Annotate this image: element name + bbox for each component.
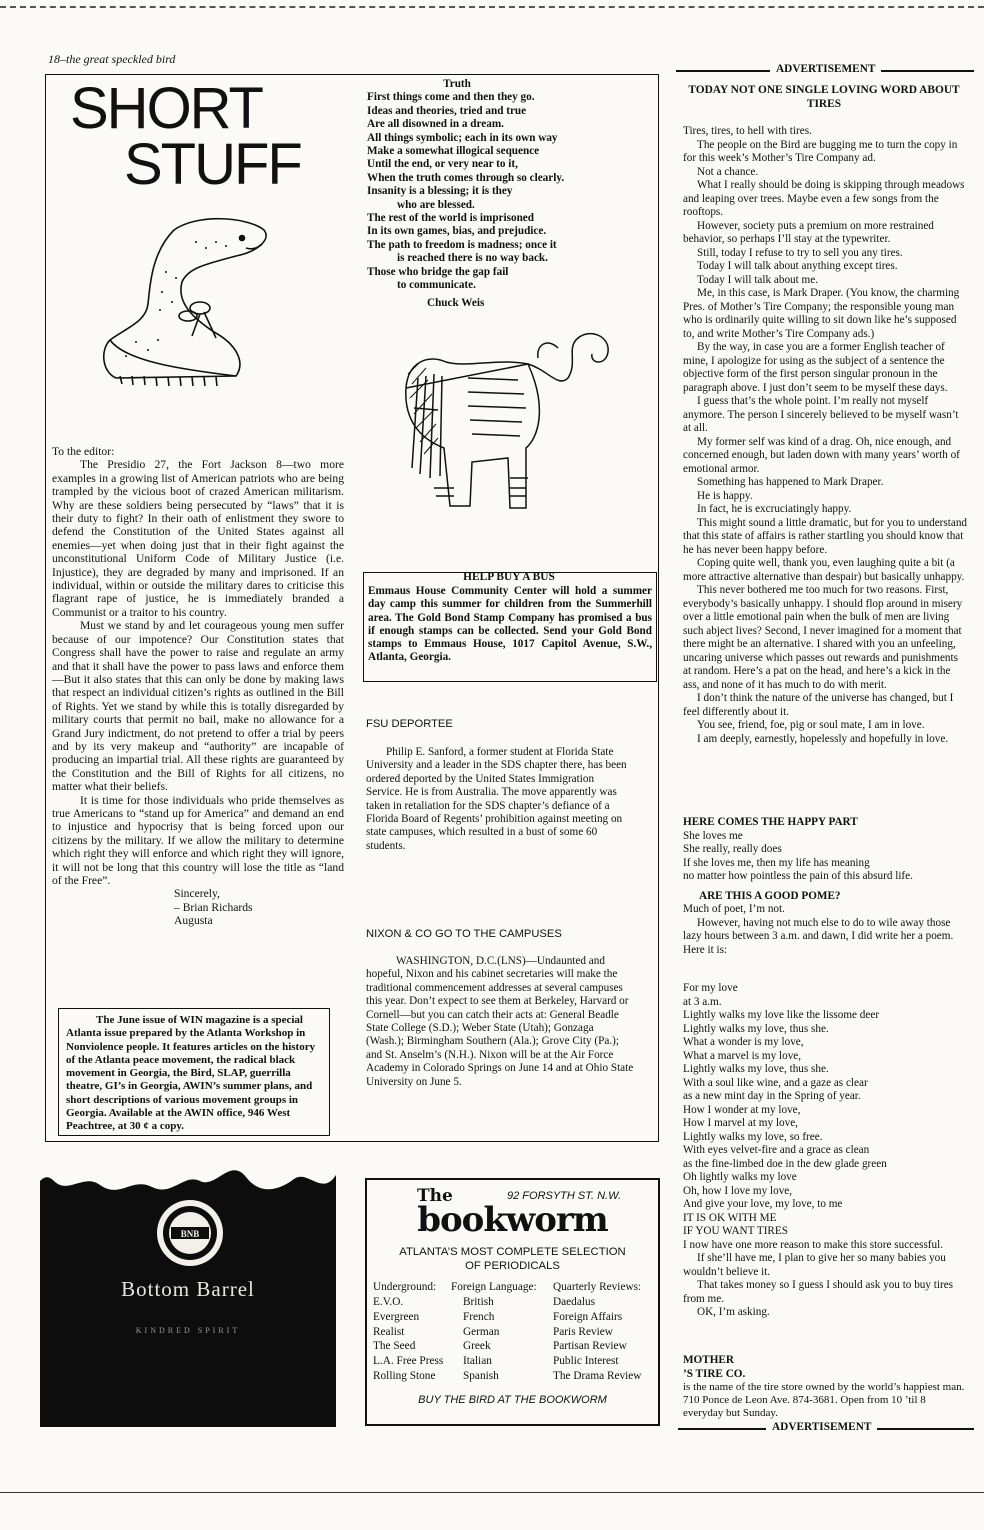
ad-sign-tire-co: ’S TIRE CO.: [683, 1367, 746, 1380]
love-poem-line: With a soul like wine, and a gaze as clear: [683, 1076, 868, 1089]
love-poem-line: as a new mint day in the Spring of year.: [683, 1090, 861, 1102]
happy-part-line: If she loves me, then my life has meaning: [683, 856, 870, 869]
poem-question: ARE THIS A GOOD POME?: [699, 889, 841, 902]
ad-body-1: [683, 125, 967, 746]
ad-paragraph: Me, in this case, is Mark Draper. (You know, the charming Pres. of Mother’s Tire Company; the responsible young man who is ordinarily quite willing to sit down like he’s supposed to, and write Mother’s Tire Company ads.): [683, 287, 960, 340]
ad-paragraph: This might sound a little dramatic, but for you to understand that this state of affairs is rather startling you should know that he has never been happy before.: [683, 516, 968, 556]
bookworm-footer: BUY THE BIRD AT THE BOOKWORM: [418, 1394, 607, 1406]
ad-paragraph: What I really should be doing is skipping through meadows and leaping over trees. Maybe even a few songs from the rooftops.: [683, 179, 965, 218]
bookworm-ad: [365, 1178, 660, 1426]
love-poem-line: Lightly walks my love like the lissome deer: [683, 1009, 880, 1021]
poem-author: Chuck Weis: [427, 296, 485, 309]
letter-to-editor: [52, 445, 344, 928]
poem-line: is reached there is no way back.: [397, 252, 548, 265]
list-item: E.V.O.: [373, 1296, 404, 1308]
ad-signature: [683, 1354, 967, 1381]
list-item: Foreign Affairs: [553, 1310, 623, 1323]
bottom-barrel-ad: [40, 1151, 336, 1427]
ad-paragraph: However, society puts a premium on more restrained behavior, so perhaps I’ll stay at the typewriter.: [683, 219, 934, 245]
ad-label-bottom: ADVERTISEMENT: [766, 1421, 877, 1433]
bookworm-the: The: [417, 1186, 453, 1206]
bottom-rule: [0, 1492, 984, 1493]
poem-line: In its own games, bias, and prejudice.: [367, 225, 547, 238]
bookworm-foreign-list: [463, 1295, 499, 1384]
ad-paragraph: I guess that’s the whole point. I’m really not myself anymore. The person I sincerely believed to be myself wasn’t at all.: [683, 395, 959, 434]
letter-city: Augusta: [174, 914, 213, 928]
bookworm-col-header: Foreign Language:: [451, 1281, 537, 1293]
ad-headline: TODAY NOT ONE SINGLE LOVING WORD ABOUT TIRES: [688, 84, 960, 110]
love-poem-line: With eyes velvet-fire and a grace as clean: [683, 1144, 870, 1156]
ad-paragraph: I now have one more reason to make this store successful.: [683, 1238, 944, 1251]
list-item: Partisan Review: [553, 1340, 627, 1353]
ad-paragraph: The people on the Bird are bugging me to turn the copy in for this week’s Mother’s Tire Company ad.: [683, 138, 958, 164]
bookworm-tagline1: ATLANTA’S MOST COMPLETE SELECTION: [399, 1246, 626, 1258]
happy-part-line: no matter how pointless the pain of this absurd life.: [683, 870, 913, 882]
poem-line: to communicate.: [397, 279, 476, 292]
poem-line: Those who bridge the gap fail: [367, 265, 509, 278]
poem-line: All things symbolic; each in its own way: [367, 131, 558, 144]
letter-closing: Sincerely,: [174, 887, 220, 901]
emblem-text: BNB: [180, 1229, 200, 1239]
bookworm-logo: bookworm: [417, 1200, 608, 1240]
bottom-barrel-title: Bottom Barrel: [121, 1277, 255, 1301]
ad-footer: is the name of the tire store owned by the world’s happiest man. 710 Ponce de Leon Ave. 874-3681. Open from 10 ’til 8 everyday but Sunday.: [683, 1381, 965, 1420]
list-item: L.A. Free Press: [373, 1355, 444, 1368]
list-item: Evergreen: [373, 1310, 420, 1323]
fsu-body: Philip E. Sanford, a former student at Florida State University and a leader in the SDS chapter there, has been ordered deported by the United States Immigration Service. He is from Australia. The move apparently was taken in retaliation for the SDS chapter’s defiance of a Florida Board of Regents’ prohibition against meeting on state campuses, which resulted in a bust of some 60 students.: [366, 746, 627, 852]
page-folio: 18–the great speckled bird: [48, 52, 176, 66]
ad-paragraph: I am deeply, earnestly, hopelessly and hopefully in love.: [697, 732, 949, 745]
ad-paragraph: My former self was kind of a drag. Oh, nice enough, and concerned enough, but laden down with many years’ worth of emotional armor.: [683, 435, 960, 475]
bookworm-underground-list: [373, 1295, 443, 1384]
list-item: Spanish: [463, 1369, 499, 1382]
ad-paragraph: Much of poet, I’m not.: [683, 903, 785, 915]
list-item: Public Interest: [553, 1355, 619, 1368]
list-item: Daedalus: [553, 1296, 596, 1308]
ad-paragraph: That takes money so I guess I should ask you to buy tires from me.: [683, 1279, 954, 1305]
short-stuff-title-line2: STUFF: [124, 132, 301, 197]
ad-paragraph: Here it is:: [683, 943, 728, 956]
love-poem-line: For my love: [683, 982, 738, 994]
letter-salutation: To the editor:: [52, 445, 115, 458]
barrel-emblem-icon: [154, 1197, 226, 1269]
ad-paragraph: If she’ll have me, I plan to give her so many babies you wouldn’t believe it.: [683, 1252, 946, 1278]
love-poem-line: And give your love, my love, to me: [683, 1198, 843, 1210]
letter-paragraph: It is time for those individuals who pride themselves as true Americans to “stand up for America” and demand an end to injustice and hypocrisy that is being forced upon our citizens by the military. If we allow the military to determine which right they will enforce and which right they will ignore, it will not be long that this country will lose the title as “land of the Free”.: [52, 793, 344, 887]
letter-signer: – Brian Richards: [174, 900, 253, 914]
ad-paragraph: Today I will talk about me.: [697, 273, 819, 286]
letter-paragraph: Must we stand by and let courageous young men suffer because of our impotence? Our Constitution states that Congress shall have the power to raise and regulate an army and that it shall have the power to pass laws and enforce them—But it also states that this can only be done by making laws that respect an individual citizen’s rights as outlined in the Bill of Rights. Yet we stand by while this is totally disregarded by military courts that permit no bail, make no allowance for a Grand Jury indictment, do not pretend to offer a trial by peers and by its very makeup and “authority” are incapable of producing an impartial trial. All these rights are guaranteed by the Constitution and the Bill of Rights for all citizens, no matter what their beliefs.: [52, 619, 344, 794]
lion-creature-illustration: [398, 318, 620, 524]
list-item: The Seed: [373, 1340, 416, 1353]
love-poem-line: as the fine-limbed doe in the dew glade green: [683, 1157, 887, 1170]
ad-paragraph: Today I will talk about anything except tires.: [697, 260, 898, 272]
love-poem-line: Lightly walks my love, thus she.: [683, 1063, 829, 1075]
win-magazine-body: The June issue of WIN magazine is a special Atlanta issue prepared by the Atlanta Workshop in Nonviolence people. It features articles on the history of the Atlanta peace movement, the radical black movement in Georgia, the Bird, SLAP, guerrilla theatre, GI’s in Georgia, AWIN’s summer plans, and short descriptions of various movement groups in Georgia. Available at the AWIN office, 946 West Peachtree, at 30 ¢ a copy.: [66, 1014, 316, 1133]
love-poem-line: Lightly walks my love, so free.: [683, 1130, 823, 1143]
love-poem-line: What a wonder is my love,: [683, 1036, 804, 1048]
fsu-heading: FSU DEPORTEE: [366, 718, 453, 730]
love-poem-line: How I marvel at my love,: [683, 1117, 798, 1129]
bottom-barrel-subtitle: KINDRED SPIRIT: [135, 1326, 241, 1335]
love-poem-line: IF YOU WANT TIRES: [683, 1225, 788, 1237]
bookworm-col-header: Quarterly Reviews:: [553, 1281, 642, 1293]
love-poem-line: Oh lightly walks my love: [683, 1171, 797, 1183]
list-item: German: [463, 1325, 500, 1338]
top-rule: [0, 6, 984, 8]
help-bus-title: HELP BUY A BUS: [463, 571, 555, 583]
ad-paragraph: Coping quite well, thank you, even laughing quite a bit (a more attractive alternative than despair) but basically unhappy.: [683, 557, 965, 583]
love-poem-line: IT IS OK WITH ME: [683, 1211, 777, 1224]
letter-paragraph: The Presidio 27, the Fort Jackson 8—two more examples in a growing list of American patriots who are being trampled by the vicious boot of crazed American militarism. Why are these soldiers being persecuted by “laws” that it is their duty to fight? In their oath of enlistment they swore to defend the Constitution of the United States against all enemies—yet when doing just that in their fight against the unconstitutional Uniform Code of Military Justice (i.e. Injustice), they are degraded by many and imprisoned. If an individual, within or outside the military dares to criticise this flagrant rape of justice, he is immediately branded a Communist or a traitor to his country.: [52, 458, 344, 619]
love-poem-line: Oh, how I love my love,: [683, 1184, 793, 1197]
boot-creature-illustration: [96, 212, 286, 392]
love-poem-line: at 3 a.m.: [683, 995, 722, 1008]
happy-part-line: She really, really does: [683, 843, 782, 855]
ad-love-poem: [683, 982, 967, 1320]
poem-line: Are all disowned in a dream.: [367, 118, 504, 131]
ad-paragraph: You see, friend, foe, pig or soul mate, I am in love.: [697, 719, 925, 731]
poem-line: First things come and then they go.: [367, 91, 535, 104]
love-poem-line: Lightly walks my love, thus she.: [683, 1022, 829, 1035]
bookworm-quarterly-list: [553, 1295, 641, 1384]
ad-paragraph: Something has happened to Mark Draper.: [697, 476, 884, 488]
short-stuff-title-line1: SHORT: [70, 76, 262, 141]
love-poem-line: What a marvel is my love,: [683, 1049, 802, 1062]
help-bus-body: Emmaus House Community Center will hold a summer day camp this summer for children from the Summerhill area. The Gold Bond Stamp Company has promised a bus if enough stamps can be collected. Send your Gold Bond stamps to Emmaus House, 1017 Capitol Avenue, S.W., Atlanta, Georgia.: [368, 585, 652, 664]
list-item: French: [463, 1310, 495, 1323]
ad-paragraph: I don’t think the nature of the universe has changed, but I feel differently about it.: [683, 692, 954, 718]
bookworm-address: 92 FORSYTH ST. N.W.: [507, 1190, 622, 1202]
ad-paragraph: Tires, tires, to hell with tires.: [683, 125, 812, 137]
list-item: Greek: [463, 1340, 491, 1353]
ad-paragraph: However, having not much else to do to wile away those lazy hours between 3 a.m. and dawn, I did write her a poem.: [683, 916, 954, 942]
ad-paragraph: OK, I’m asking.: [697, 1306, 770, 1318]
list-item: The Drama Review: [553, 1369, 642, 1382]
poem-line: who are blessed.: [397, 198, 475, 211]
list-item: Realist: [373, 1325, 405, 1338]
poem-line: When the truth comes through so clearly.: [367, 171, 565, 184]
ad-paragraph: By the way, in case you are a former English teacher of mine, I apologize for using as the subject of a sentence the objective form of the first person singular pronoun in the paragraph above. I just don’t seem to be myself these days.: [683, 341, 948, 394]
list-item: Paris Review: [553, 1325, 613, 1338]
poem-title: Truth: [443, 78, 471, 90]
ad-sign-mother: MOTHER: [683, 1354, 734, 1366]
bookworm-tagline2: OF PERIODICALS: [465, 1260, 560, 1272]
ad-happy-part: [683, 816, 967, 957]
poem-line: Ideas and theories, tried and true: [367, 104, 527, 117]
poem-line: Until the end, or very near to it,: [367, 158, 518, 171]
ad-label-top: ADVERTISEMENT: [770, 63, 881, 75]
truth-poem: [367, 78, 607, 310]
list-item: British: [463, 1296, 494, 1308]
love-poem-line: How I wonder at my love,: [683, 1103, 801, 1116]
list-item: Italian: [463, 1355, 492, 1368]
list-item: Rolling Stone: [373, 1369, 436, 1382]
poem-line: The path to freedom is madness; once it: [367, 238, 557, 251]
poem-line: The rest of the world is imprisoned: [367, 212, 534, 225]
poem-line: Insanity is a blessing; it is they: [367, 185, 513, 198]
bookworm-col-header: Underground:: [373, 1281, 437, 1293]
ad-paragraph: He is happy.: [697, 489, 753, 502]
nixon-body: WASHINGTON, D.C.(LNS)—Undaunted and hopeful, Nixon and his cabinet secretaries will make the traditional commencement addresses at several campuses this year. Don’t expect to see them at Berkeley, Harvard or Cornell—but you can catch their acts at: General Beadle State College (S.D.); Weber State (Utah); Gonzaga (Wash.); Birmingham Southern (Ala.); Grove City (Pa.); and St. Anselm’s (N.H.). Nixon will be at the Air Force Academy in Colorado Springs on June 14 and at Ohio State University on June 5.: [366, 955, 634, 1088]
happy-part-line: She loves me: [683, 829, 743, 842]
poem-line: Make a somewhat illogical sequence: [367, 145, 540, 158]
ad-paragraph: Not a chance.: [697, 165, 759, 178]
nixon-heading: NIXON & CO GO TO THE CAMPUSES: [366, 928, 562, 940]
ad-paragraph: This never bothered me too much for two reasons. First, everybody’s basically unhappy. I should flop around in misery over a little emotional pain when the bulk of men are living such abject lives? Second, I never imagined for a moment that there might be an alternative. I shared with you an unfeeling, uncaring universe which passes out rewards and punishments at random. Here’s a pat on the head, and here’s a kick in the ass, and none of it has much to do with merit.: [683, 584, 963, 691]
ad-paragraph: In fact, he is excruciatingly happy.: [697, 503, 852, 515]
happy-part-heading: HERE COMES THE HAPPY PART: [683, 816, 858, 828]
ad-paragraph: Still, today I refuse to try to sell you any tires.: [697, 246, 903, 259]
